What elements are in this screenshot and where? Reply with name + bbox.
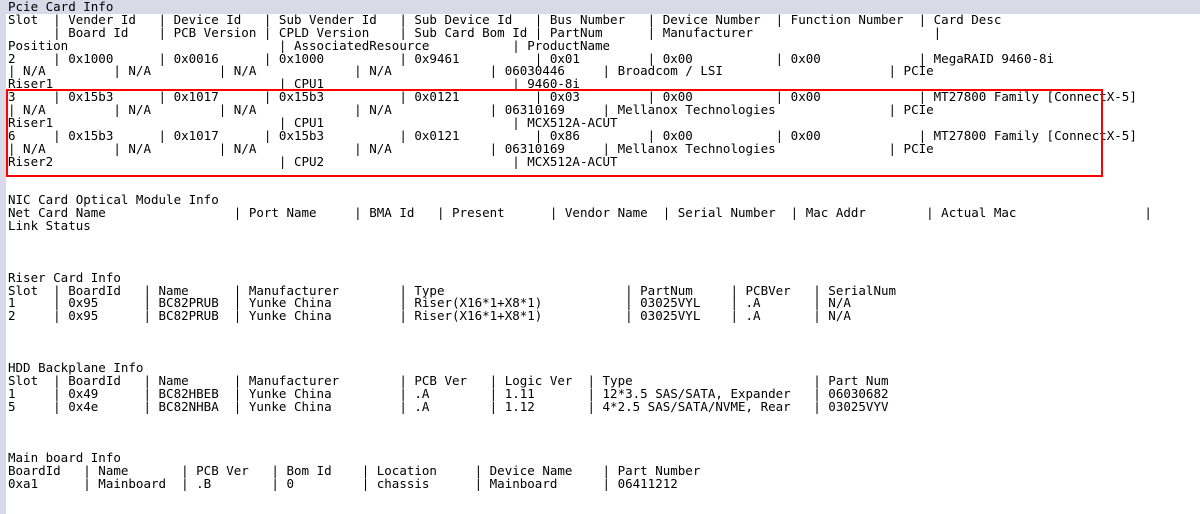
spacer <box>8 336 1198 349</box>
spacer <box>8 426 1198 439</box>
pcie-header-line-3: Position | AssociatedResource | ProductName <box>8 37 611 53</box>
pcie-row: Riser1 | CPU1 | 9460-8i <box>8 76 580 92</box>
hdd-row: 1 | 0x49 | BC82HBEB | Yunke China | .A | 1.11 | 12*3.5 SAS/SATA, Expander | 06030682 <box>8 385 889 401</box>
spacer <box>8 439 1198 452</box>
pcie-row: 3 | 0x15b3 | 0x1017 | 0x15b3 | 0x0121 | 0x03 | 0x00 | 0x00 | MT27800 Family [ConnectX-5] <box>8 89 1137 105</box>
pcie-section-heading: Pcie Card Info <box>8 0 114 14</box>
pcie-header-line-1: Slot | Vender Id | Device Id | Sub Vender Id | Sub Device Id | Bus Number | Device Number | Function Number | Card Desc <box>8 11 1002 27</box>
pcie-row: | N/A | N/A | N/A | N/A | 06310169 | Mellanox Technologies | PCIe <box>8 102 934 118</box>
pcie-row: | N/A | N/A | N/A | N/A | 06030446 | Broadcom / LSI | PCIe <box>8 63 934 79</box>
pcie-header-line-2: | Board Id | PCB Version | CPLD Version | Sub Card Bom Id | PartNum | Manufacturer | <box>8 24 942 40</box>
hdd-section-heading: HDD Backplane Info <box>8 359 144 375</box>
riser-header-line: Slot | BoardId | Name | Manufacturer | Type | PartNum | PCBVer | SerialNum <box>8 282 897 298</box>
nic-section-heading: NIC Card Optical Module Info <box>8 192 219 208</box>
hdd-header-line: Slot | BoardId | Name | Manufacturer | PCB Ver | Logic Ver | Type | Part Num <box>8 372 889 388</box>
nic-header-line-2: Link Status <box>8 218 91 234</box>
spacer <box>8 323 1198 336</box>
spacer <box>8 233 1198 246</box>
nic-header-line-1: Net Card Name | Port Name | BMA Id | Present | Vendor Name | Serial Number | Mac Addr | Actual Mac | <box>8 205 1152 221</box>
riser-row: 1 | 0x95 | BC82PRUB | Yunke China | Riser(X16*1+X8*1) | 03025VYL | .A | N/A <box>8 295 851 311</box>
pcie-row: | N/A | N/A | N/A | N/A | 06310169 | Mellanox Technologies | PCIe <box>8 140 934 156</box>
pcie-row: Riser1 | CPU1 | MCX512A-ACUT <box>8 115 618 131</box>
window-left-gutter <box>0 0 6 514</box>
spacer <box>8 349 1198 362</box>
riser-row: 2 | 0x95 | BC82PRUB | Yunke China | Riser(X16*1+X8*1) | 03025VYL | .A | N/A <box>8 308 851 324</box>
spacer <box>8 259 1198 272</box>
hdd-row: 5 | 0x4e | BC82NHBA | Yunke China | .A | 1.12 | 4*2.5 SAS/SATA/NVME, Rear | 03025VYV <box>8 398 889 414</box>
mainboard-row: 0xa1 | Mainboard | .B | 0 | chassis | Mainboard | 06411212 <box>8 475 678 491</box>
pcie-row: 6 | 0x15b3 | 0x1017 | 0x15b3 | 0x0121 | 0x86 | 0x00 | 0x00 | MT27800 Family [ConnectX-5] <box>8 127 1137 143</box>
spacer <box>8 169 1198 182</box>
spacer <box>8 414 1198 427</box>
mainboard-header-line: BoardId | Name | PCB Ver | Bom Id | Location | Device Name | Part Number <box>8 463 701 479</box>
riser-section-heading: Riser Card Info <box>8 269 121 285</box>
pcie-row: Riser2 | CPU2 | MCX512A-ACUT <box>8 153 618 169</box>
pcie-row: 2 | 0x1000 | 0x0016 | 0x1000 | 0x9461 | 0x01 | 0x00 | 0x00 | MegaRAID 9460-8i <box>8 50 1055 66</box>
spacer <box>8 246 1198 259</box>
mainboard-section-heading: Main board Info <box>8 450 121 466</box>
terminal-content[interactable] <box>8 1 1198 491</box>
